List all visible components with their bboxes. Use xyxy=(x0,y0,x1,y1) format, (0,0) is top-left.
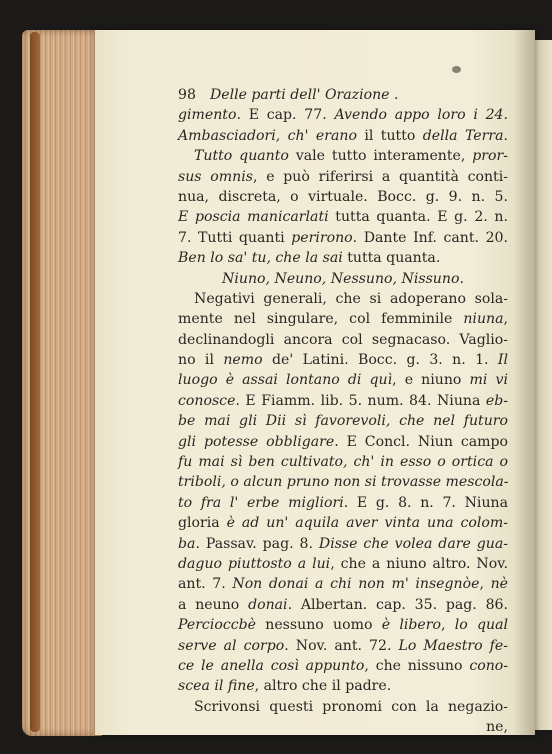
text-segment: gloria xyxy=(178,515,227,532)
text-segment: scea il fine xyxy=(178,678,255,695)
text-segment: Niuno, Neuno, xyxy=(222,270,331,287)
text-segment: pror- xyxy=(472,148,509,165)
text-segment: ba xyxy=(178,535,196,552)
text-segment: . E g. 8. n. 7. Niuna xyxy=(343,494,508,511)
text-segment: Negativi generali, che si adoperano sola- xyxy=(194,290,508,307)
ink-stain xyxy=(452,66,461,73)
text-segment: nessuno uomo xyxy=(255,617,382,634)
text-segment: Percioccbè xyxy=(178,617,256,634)
text-segment: , xyxy=(503,311,508,328)
text-segment: eb- xyxy=(485,392,508,409)
text-segment: . Dante Inf. cant. 20. xyxy=(352,229,509,246)
text-line xyxy=(178,370,508,390)
text-segment: Lo Maestro fe- xyxy=(398,637,508,654)
text-segment: Disse che volea dare gua- xyxy=(318,535,508,552)
text-segment: è libero xyxy=(381,617,441,634)
text-line xyxy=(178,717,508,737)
text-segment: . Nov. ant. 72. xyxy=(284,637,399,654)
text-line xyxy=(178,595,508,615)
text-line xyxy=(178,248,508,268)
text-segment: . E Concl. Niun campo xyxy=(334,433,508,450)
text-segment: gimento xyxy=(178,107,237,124)
text-segment: Il xyxy=(497,352,508,369)
text-line xyxy=(178,411,508,431)
text-segment: cono- xyxy=(469,657,509,674)
text-line xyxy=(178,207,508,227)
text-line xyxy=(178,309,508,329)
text-segment: triboli, o alcun pruno non si trovasse mescola- xyxy=(178,474,509,491)
text-segment: mente nel singulare, col femminile xyxy=(178,311,464,328)
text-line xyxy=(178,187,508,207)
text-line xyxy=(178,574,508,594)
text-segment: Non donai a chi non m' insegnòe xyxy=(232,576,480,593)
text-segment: , e può riferirsi a quantità conti- xyxy=(252,168,508,185)
text-segment: Avendo appo loro i 24. xyxy=(334,107,509,124)
text-segment: ce le anella così appunto xyxy=(178,657,365,674)
text-segment: lo qual xyxy=(454,617,508,634)
text-segment: luogo è assai lontano di quì xyxy=(178,372,393,389)
text-line xyxy=(178,391,508,411)
text-segment: è ad un' aquila aver vinta una colom- xyxy=(226,515,508,532)
text-segment: il tutto xyxy=(356,127,423,144)
text-segment: E poscia manicarlati xyxy=(178,209,329,226)
text-segment: tutta quanta. xyxy=(342,250,441,267)
text-segment: , che nissuno xyxy=(364,657,470,674)
text-segment: sus omnis xyxy=(178,168,253,185)
text-segment: , xyxy=(440,617,455,634)
text-segment: gli potesse obbligare xyxy=(178,433,335,450)
text-segment: Nessuno, Nissuno xyxy=(330,270,460,287)
text-segment: de' Latini. Bocc. g. 3. n. 1. xyxy=(262,352,498,369)
text-line xyxy=(178,432,508,452)
running-head-title: Delle parti dell' Orazione . xyxy=(209,87,399,103)
text-segment: be mai gli Dii sì favorevoli, che nel futuro xyxy=(178,413,508,430)
text-segment: mi vi xyxy=(469,372,508,389)
body-text xyxy=(178,105,508,737)
text-segment: nua, discreta, o virtuale. Bocc. g. 9. n. 5. xyxy=(178,188,508,205)
text-segment: declinandogli ancora col segnacaso. Vaglio- xyxy=(178,331,508,348)
text-line xyxy=(178,330,508,350)
text-segment: serve al corpo xyxy=(178,637,285,654)
text-segment: daguo piuttosto a lui xyxy=(178,555,331,572)
text-line xyxy=(178,493,508,513)
running-head xyxy=(178,85,508,105)
text-line xyxy=(178,656,508,676)
text-line xyxy=(178,472,508,492)
text-segment: , che a niuno altro. Nov. xyxy=(330,555,509,572)
text-segment: tutta quanta. E g. 2. n. xyxy=(328,209,508,226)
text-segment: Tutto quanto xyxy=(194,148,289,165)
text-segment: to fra l' erbe migliori xyxy=(178,494,344,511)
text-segment: ne, xyxy=(486,719,508,736)
text-segment: , e niuno xyxy=(392,372,470,389)
text-segment: della Terra xyxy=(422,127,504,144)
text-line xyxy=(178,289,508,309)
text-segment: Ambasciadori, ch' erano xyxy=(178,127,357,144)
text-segment: . Albertan. cap. 35. pag. 86. xyxy=(287,596,508,613)
text-line xyxy=(178,167,508,187)
text-segment: donai xyxy=(248,596,288,613)
text-line xyxy=(178,228,508,248)
text-segment: niuna xyxy=(463,311,504,328)
text-segment: . Passav. pag. 8. xyxy=(195,535,319,552)
text-line xyxy=(178,615,508,635)
text-segment: , xyxy=(479,576,491,593)
text-segment: ant. 7. xyxy=(178,576,233,593)
text-line xyxy=(178,126,508,146)
text-segment: . E cap. 77. xyxy=(236,107,335,124)
text-line xyxy=(178,636,508,656)
text-segment: , altro che il padre. xyxy=(254,678,392,695)
page-text xyxy=(178,85,508,738)
text-segment: . xyxy=(459,270,464,287)
text-segment: Ben lo sa' tu, che la sai xyxy=(178,250,343,267)
text-segment: . E Fiamm. lib. 5. num. 84. Niuna xyxy=(235,392,486,409)
text-segment: conosce xyxy=(178,392,236,409)
text-line xyxy=(178,105,508,125)
text-segment: Scrivonsi questi pronomi con la negazio- xyxy=(194,698,508,715)
text-line xyxy=(178,554,508,574)
text-line xyxy=(178,269,508,289)
text-segment: fu mai sì ben cultivato, ch' in esso o ortica o xyxy=(178,454,508,471)
text-segment: no il xyxy=(178,352,224,369)
text-segment: perirono xyxy=(291,229,353,246)
text-segment: . xyxy=(503,127,508,144)
text-segment: 7. Tutti quanti xyxy=(178,229,292,246)
text-line xyxy=(178,513,508,533)
text-line xyxy=(178,146,508,166)
text-segment: nè xyxy=(490,576,508,593)
text-line xyxy=(178,676,508,696)
text-line xyxy=(178,350,508,370)
text-line xyxy=(178,452,508,472)
book-cover-edge xyxy=(30,32,40,732)
text-segment: a neuno xyxy=(178,596,249,613)
text-segment: vale tutto interamente, xyxy=(288,148,473,165)
page-number: 98 xyxy=(178,87,196,103)
next-page-edge xyxy=(534,40,552,730)
text-line xyxy=(178,697,508,717)
text-line xyxy=(178,534,508,554)
text-segment: nemo xyxy=(223,352,263,369)
page-gutter xyxy=(513,30,535,735)
